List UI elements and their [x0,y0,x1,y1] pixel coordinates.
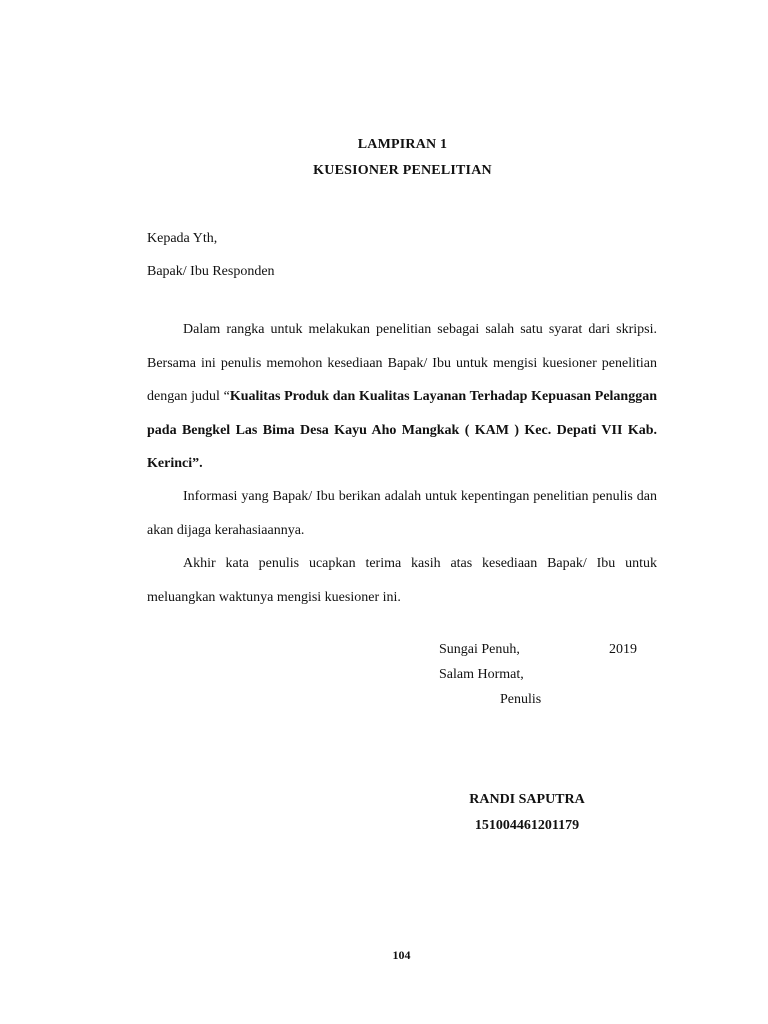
author-name: RANDI SAPUTRA [469,792,585,807]
confidentiality-paragraph [147,480,657,547]
attachment-heading: LAMPIRAN 1 [357,137,448,152]
signature-city: Sungai Penuh, [439,642,520,657]
closing-paragraph [147,547,657,614]
confidentiality-paragraph-text: Informasi yang Bapak/ Ibu berikan adalah untuk kepentingan penelitian penulis dan akan dijaga kerahasiaannya. [147,489,657,538]
intro-paragraph [147,313,657,481]
closing-paragraph-text: Akhir kata penulis ucapkan terima kasih atas kesediaan Bapak/ Ibu untuk meluangkan waktunya mengisi kuesioner ini. [147,556,657,605]
page-number: 104 [392,948,411,962]
research-title: Kualitas Produk dan Kualitas Layanan Terhadap Kepuasan Pelanggan pada Bengkel Las Bima Desa Kayu Aho Mangkak ( KAM ) Kec. Depati VII Kab. Kerinci”. [147,389,657,471]
intro-paragraph-text: Dalam rangka untuk melakukan penelitian sebagai salah satu syarat dari skripsi. Bersama ini penulis memohon kesediaan Bapak/ Ibu untuk mengisi kuesioner penelitian dengan judul “ [147,322,657,404]
addressee-recipient: Bapak/ Ibu Responden [147,264,275,279]
questionnaire-heading: KUESIONER PENELITIAN [313,163,492,178]
signature-closing: Salam Hormat, [439,667,524,682]
addressee-greeting: Kepada Yth, [147,231,218,246]
signature-role: Penulis [500,692,542,707]
author-id: 151004461201179 [474,818,580,833]
signature-year: 2019 [609,642,637,657]
